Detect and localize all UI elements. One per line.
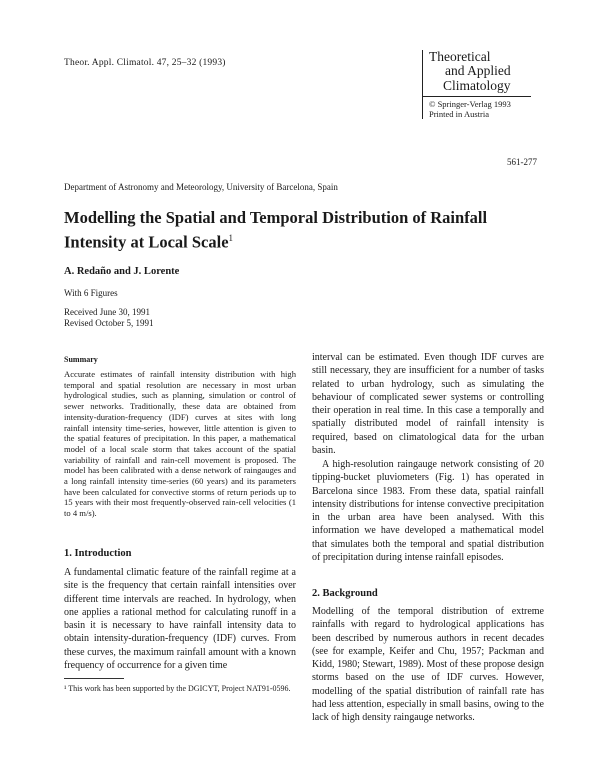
summary-heading: Summary	[64, 355, 98, 364]
journal-name-line1: Theoretical	[429, 49, 491, 64]
journal-logo-box	[422, 50, 531, 119]
background-text: Modelling of the temporal distribution of extreme rainfalls with regard to hydrological applications has been described by numerous authors in recent decades (see for example, Keifer and Chu, 1957; Packman and Kidd, 1980; Stewart, 1989). Most of these propose design storms based on the use of IDF curves. However, modelling of the spatial distribution of rainfall rate has had less attention, especially in small basins, owing to the lack of high density raingauge networks.	[312, 606, 544, 724]
publisher-line: © Springer-Verlag 1993	[429, 99, 511, 109]
revised-date: Revised October 5, 1991	[64, 318, 154, 328]
journal-citation: Theor. Appl. Climatol. 47, 25–32 (1993)	[64, 58, 226, 68]
authors: A. Redaño and J. Lorente	[64, 266, 180, 277]
affiliation: Department of Astronomy and Meteorology, University of Barcelona, Spain	[64, 182, 338, 192]
introduction-text: A fundamental climatic feature of the rainfall regime at a site is the frequency that certain rainfall intensities over different time intervals are reached. In hydrology, when one applies a rational method for calculating runoff in a basin it is necessary to have rainfall intensity data to obtain intensity-duration-frequency (IDF) curves. From these curves, the maximum rainfall amount with a known frequency of occurrence for a given time	[64, 567, 296, 672]
summary-text: Accurate estimates of rainfall intensity distribution with high temporal and spatial resolution are necessary in most urban hydrological studies, such as planning, simulation or control of sewer networks. Traditionally, these data are obtained from intensity-duration-frequency (IDF) curves at sites with long rainfall intensity time-series, however, little attention is given to the spatial features of precipitation. In this paper, a mathematical model of a local scale storm that takes account of the spatial variability of rainfall and rain-cell movement is proposed. The model has been calibrated with a dense network of raingauges and a long rainfall intensity time-series (60 years) and its parameters have been calculated for convective storms of return periods up to 15 years with their most frequently-observed rain-cell velocities (1 to 4 m/s).	[64, 369, 296, 519]
footnote: ¹ This work has been supported by the DGICYT, Project NAT91-0596.	[64, 684, 291, 693]
title-footnote-mark: 1	[228, 233, 234, 243]
received-date: Received June 30, 1991	[64, 307, 150, 317]
footnote-rule	[64, 678, 124, 679]
right-paragraph-2: A high-resolution raingauge network consisting of 20 tipping-bucket pluviometers (Fig. 1) has operated in Barcelona since 1983. From these data, spatial rainfall intensity distributions for intense convective precipitation in the urban area have been analysed. With this information we have developed a mathematical model that simulates both the temporal and spatial distribution of precipitation during intense rainfall episodes.	[312, 459, 544, 564]
journal-name-line3: Climatology	[443, 78, 511, 93]
document-number: 561-277	[507, 157, 537, 167]
journal-name-line2: and Applied	[445, 63, 511, 78]
paper-title-text: Modelling the Spatial and Temporal Distribution of Rainfall Intensity at Local Scale	[64, 208, 488, 252]
background-heading: 2. Background	[312, 588, 378, 599]
journal-divider	[423, 96, 531, 97]
dates-block	[64, 307, 153, 329]
introduction-heading: 1. Introduction	[64, 548, 132, 559]
printed-in-line: Printed in Austria	[429, 109, 489, 119]
paper-title	[64, 208, 544, 253]
right-paragraph-1: interval can be estimated. Even though IDF curves are still necessary, they are insufficient for a number of tasks related to urban hydrology, such as simulating the behaviour of complicated sewer systems or controlling their operation in real time. In this case a temporally and spatially distributed model of rainfall intensity is required, based on climatological data for the urban basin.	[312, 352, 544, 457]
figures-note: With 6 Figures	[64, 288, 118, 298]
